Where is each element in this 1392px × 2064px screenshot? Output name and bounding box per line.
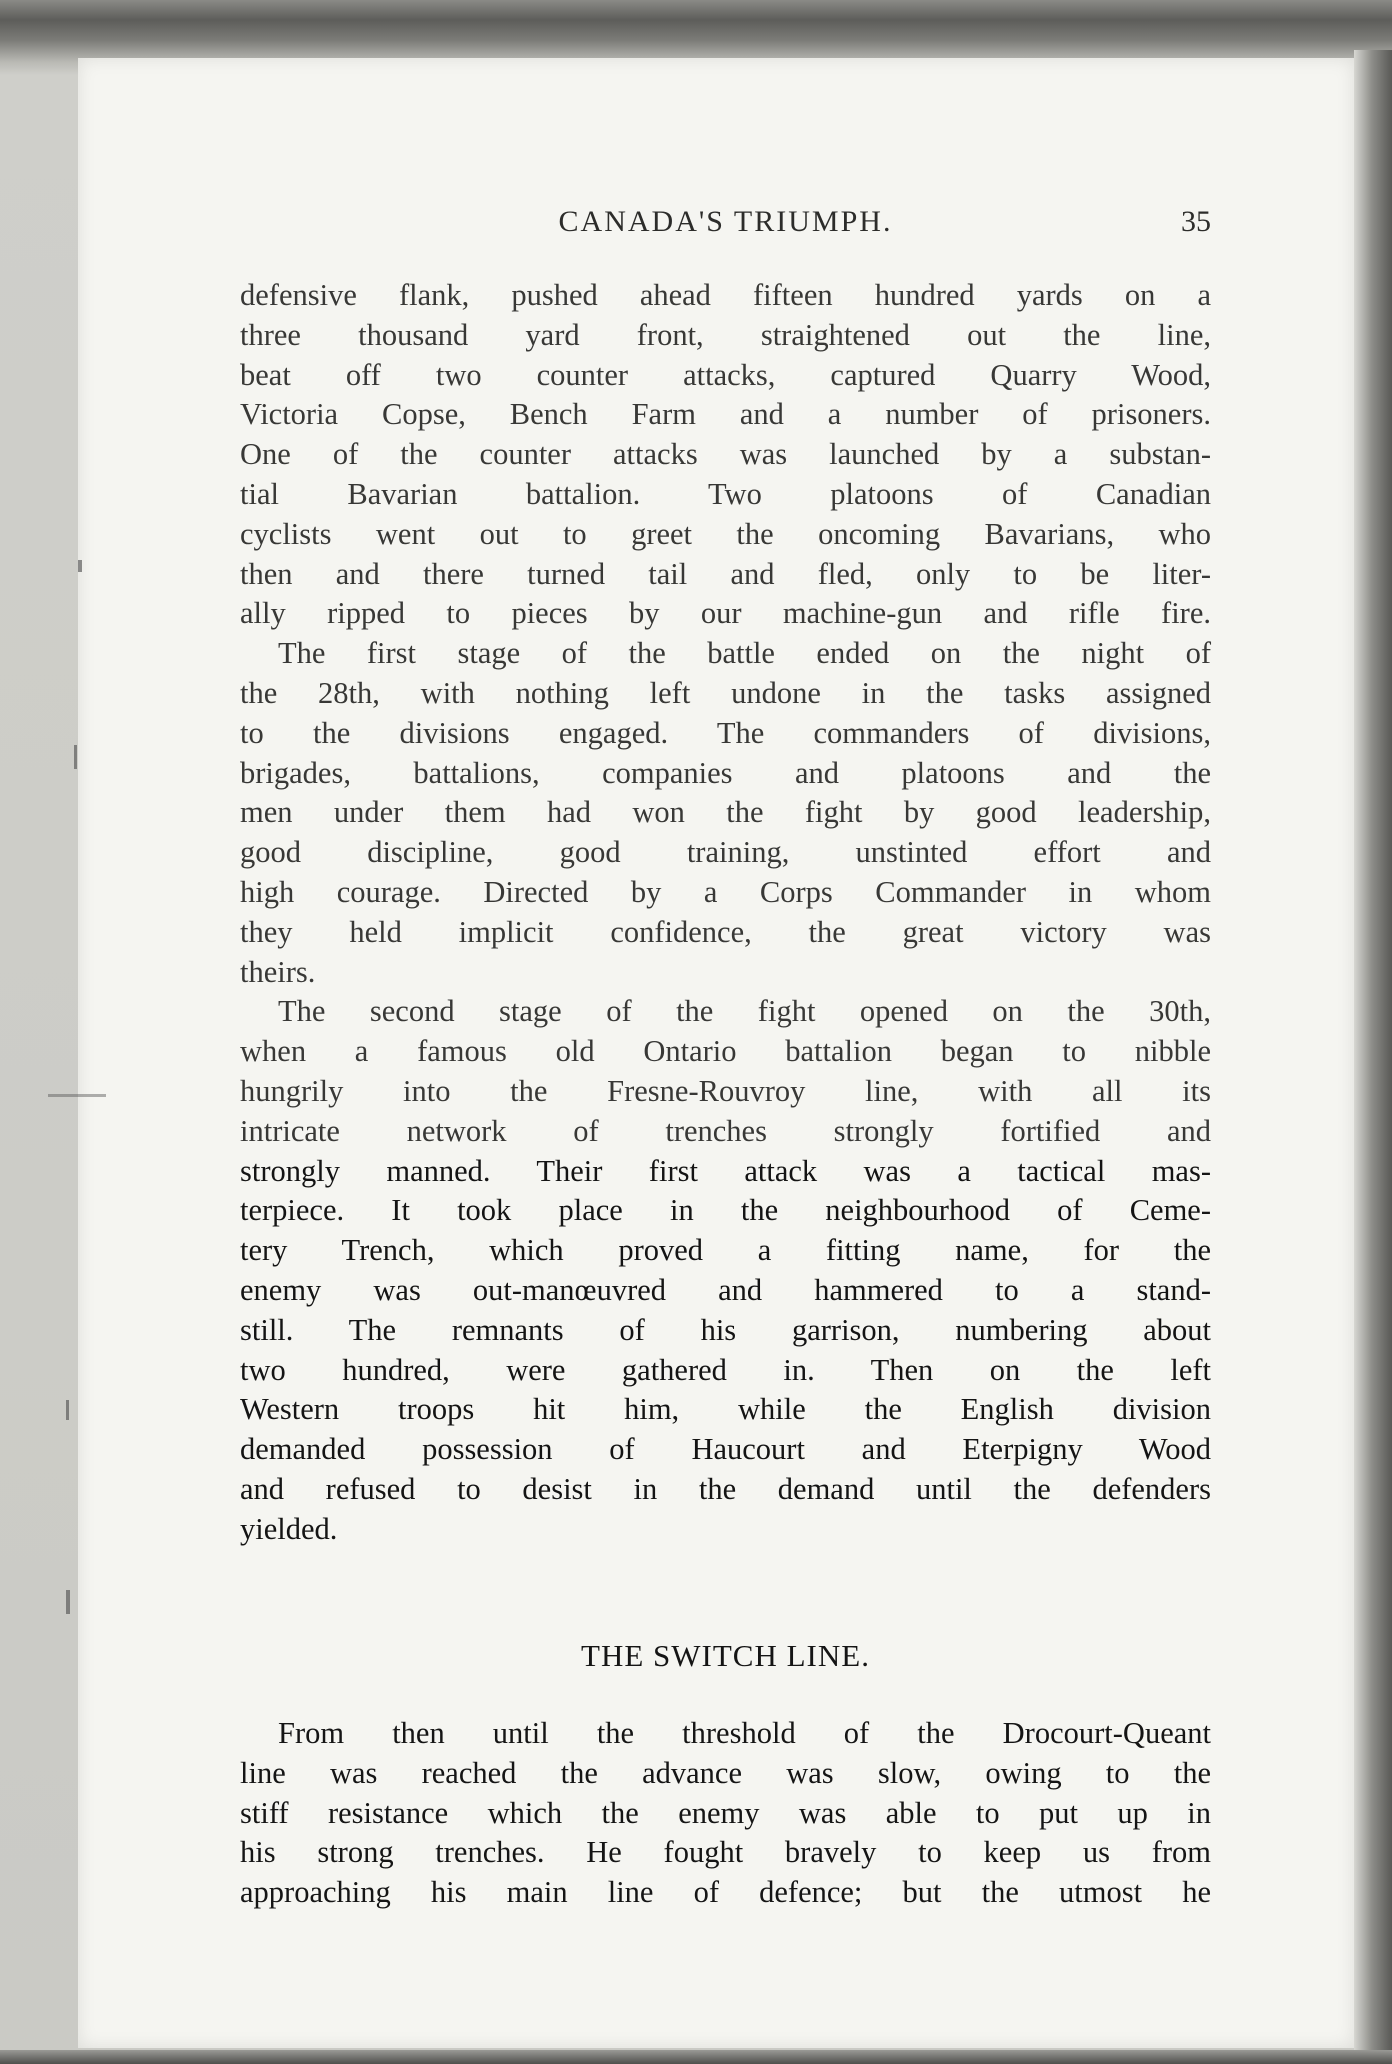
text-line: then and there turned tail and fled, only to be liter- bbox=[240, 556, 1211, 591]
text-line: enemy was out-manœuvred and hammered to a stand- bbox=[240, 1272, 1211, 1307]
text-line: ally ripped to pieces by our machine-gun and rifle fire. bbox=[240, 596, 1211, 631]
text-line: One of the counter attacks was launched by a substan- bbox=[240, 437, 1211, 472]
text-line: when a famous old Ontario battalion began to nibble bbox=[240, 1034, 1211, 1069]
text-line: cyclists went out to greet the oncoming Bavarians, who bbox=[240, 516, 1211, 551]
text-line: good discipline, good training, unstinted effort and bbox=[240, 835, 1211, 870]
text-line: Victoria Copse, Bench Farm and a number of prisoners. bbox=[240, 397, 1211, 432]
text-line: From then until the threshold of the Drocourt-Queant bbox=[278, 1716, 1211, 1750]
text-line: strongly manned. Their first attack was a tactical mas- bbox=[240, 1153, 1211, 1188]
text-line: tial Bavarian battalion. Two platoons of Canadian bbox=[240, 476, 1211, 511]
body-text bbox=[240, 276, 1211, 1550]
text-line: defensive flank, pushed ahead fifteen hundred yards on a bbox=[240, 278, 1211, 312]
text-line: and refused to desist in the demand until the defenders bbox=[240, 1471, 1211, 1506]
text-line: intricate network of trenches strongly fortified and bbox=[240, 1113, 1211, 1148]
margin-speck bbox=[66, 1400, 69, 1420]
text-line: two hundred, were gathered in. Then on the left bbox=[240, 1352, 1211, 1387]
page-header bbox=[240, 200, 1211, 244]
page-edge-shadow bbox=[1354, 50, 1392, 2064]
text-line: yielded. bbox=[240, 1511, 338, 1546]
text-line: they held implicit confidence, the great victory was bbox=[240, 914, 1211, 949]
text-line: The first stage of the battle ended on the night of bbox=[278, 636, 1211, 671]
margin-speck bbox=[48, 1094, 106, 1097]
margin-speck bbox=[78, 560, 82, 572]
text-line: Western troops hit him, while the English division bbox=[240, 1392, 1211, 1427]
margin-speck bbox=[74, 745, 77, 769]
text-line: demanded possession of Haucourt and Eterpigny Wood bbox=[240, 1432, 1211, 1467]
text-line: line was reached the advance was slow, owing to the bbox=[240, 1755, 1211, 1790]
text-line: approaching his main line of defence; but the utmost he bbox=[240, 1875, 1211, 1910]
text-line: beat off two counter attacks, captured Quarry Wood, bbox=[240, 357, 1211, 392]
text-line: terpiece. It took place in the neighbourhood of Ceme- bbox=[240, 1193, 1211, 1228]
text-line: tery Trench, which proved a fitting name, for the bbox=[240, 1233, 1211, 1268]
scan-bottom-edge bbox=[0, 2050, 1392, 2064]
section-text bbox=[240, 1714, 1211, 1913]
text-line: brigades, battalions, companies and platoons and the bbox=[240, 755, 1211, 790]
text-line: The second stage of the fight opened on the 30th, bbox=[278, 994, 1211, 1029]
text-line: the 28th, with nothing left undone in the tasks assigned bbox=[240, 675, 1211, 710]
text-line: three thousand yard front, straightened out the line, bbox=[240, 317, 1211, 352]
text-line: to the divisions engaged. The commanders of divisions, bbox=[240, 715, 1211, 750]
text-line: theirs. bbox=[240, 954, 316, 989]
page-number: 35 bbox=[1181, 205, 1211, 238]
text-line: his strong trenches. He fought bravely to keep us from bbox=[240, 1835, 1211, 1870]
section-heading: THE SWITCH LINE. bbox=[581, 1638, 870, 1673]
text-line: hungrily into the Fresne-Rouvroy line, with all its bbox=[240, 1073, 1211, 1108]
text-line: still. The remnants of his garrison, numbering about bbox=[240, 1312, 1211, 1347]
running-title: CANADA'S TRIUMPH. bbox=[558, 205, 893, 238]
text-line: stiff resistance which the enemy was able to put up in bbox=[240, 1795, 1211, 1830]
text-line: men under them had won the fight by good leadership, bbox=[240, 795, 1211, 830]
margin-speck bbox=[66, 1590, 70, 1614]
text-line: high courage. Directed by a Corps Commander in whom bbox=[240, 874, 1211, 909]
